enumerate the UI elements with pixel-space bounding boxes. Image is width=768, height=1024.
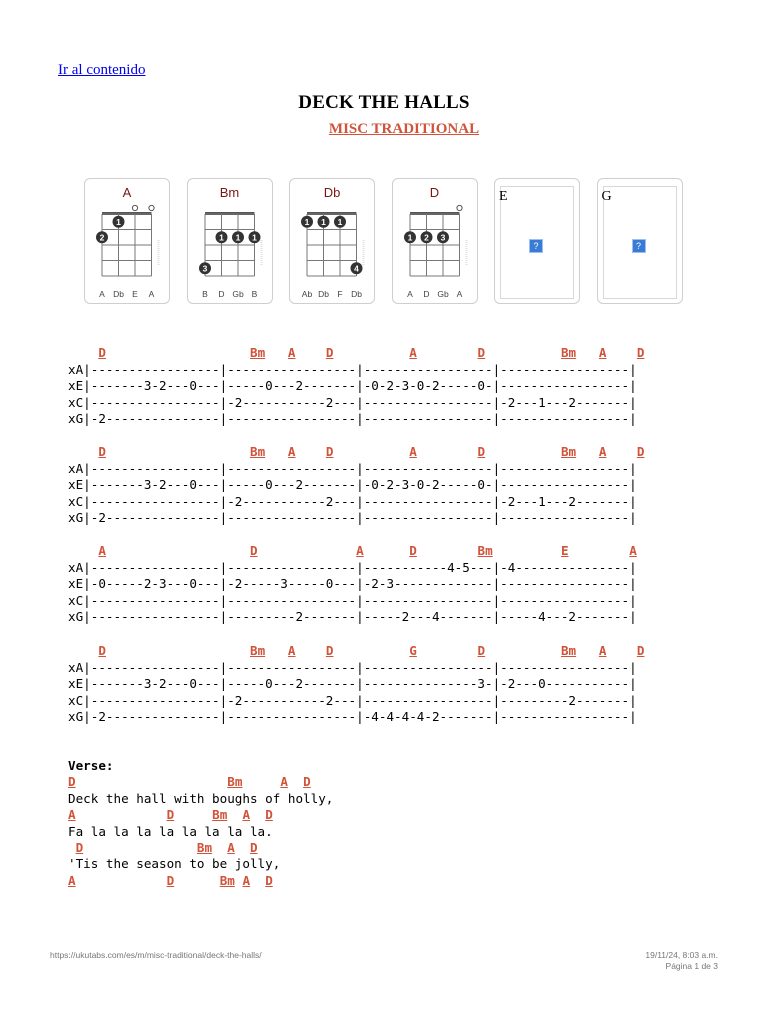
- chord-link[interactable]: Bm: [196, 840, 213, 856]
- chord-link[interactable]: Bm: [250, 444, 266, 459]
- lyric-line: Deck the hall with boughs of holly,: [68, 790, 334, 806]
- finger-number: 3: [440, 232, 445, 243]
- tab-string-line: xG|-2---------------|-----------------|-----------------|-----------------|: [68, 411, 637, 427]
- string-note: B: [251, 289, 257, 299]
- footer-url: https://ukutabs.com/es/m/misc-traditional/deck-the-halls/: [50, 950, 262, 960]
- chord-name: D: [429, 185, 440, 200]
- tab-string-line: xG|-2---------------|-----------------|-----------------|-----------------|: [68, 510, 637, 526]
- chord-link[interactable]: A: [280, 774, 288, 790]
- finger-number: 1: [235, 232, 240, 243]
- open-string-marker: [132, 205, 137, 210]
- chord-link[interactable]: Bm: [250, 345, 266, 360]
- finger-number: 1: [304, 216, 310, 227]
- string-note: Db: [351, 289, 362, 299]
- chord-link[interactable]: A: [598, 345, 607, 360]
- chord-link[interactable]: A: [356, 543, 364, 558]
- tab-string-line: xG|-----------------|---------2-------|-----2---4-------|-----4---2-------|: [68, 609, 637, 625]
- section-heading: Verse:: [68, 758, 114, 773]
- chord-line: [68, 643, 644, 660]
- chord-link[interactable]: A: [598, 444, 607, 459]
- string-note: A: [456, 289, 462, 299]
- song-title: DECK THE HALLS: [298, 92, 470, 113]
- tab-block: [68, 543, 637, 626]
- chord-link[interactable]: D: [166, 872, 175, 888]
- chord-link[interactable]: Bm: [560, 643, 577, 658]
- chord-link[interactable]: D: [325, 444, 334, 459]
- finger-number: 4: [354, 263, 359, 274]
- chord-link[interactable]: G: [409, 643, 417, 658]
- finger-number: 1: [321, 216, 326, 227]
- skip-to-content-link[interactable]: Ir al contenido: [58, 62, 146, 78]
- tab-string-line: xE|-------3-2---0---|-----0---2-------|---------------3-|-2---0-----------|: [68, 676, 637, 692]
- chord-link[interactable]: A: [598, 643, 607, 658]
- tab-string-line: xC|-----------------|-2-----------2---|-----------------|-2---1---2-------|: [68, 493, 637, 509]
- chord-link[interactable]: D: [98, 345, 106, 360]
- chord-link[interactable]: A: [629, 543, 637, 558]
- chord-link[interactable]: A: [287, 643, 296, 658]
- chord-link[interactable]: A: [287, 444, 296, 459]
- chord-link[interactable]: D: [325, 345, 334, 360]
- chord-link[interactable]: A: [68, 807, 76, 823]
- tab-string-line: xA|-----------------|-----------------|-----------------|-----------------|: [68, 361, 637, 377]
- chord-line: [68, 543, 637, 560]
- tab-string-line: xA|-----------------|-----------------|-----------4-5---|-4---------------|: [68, 559, 637, 575]
- finger-number: 1: [337, 216, 343, 227]
- chord-line: [68, 345, 644, 362]
- tab-string-line: xG|-2---------------|-----------------|-4-4-4-4-2-------|-----------------|: [68, 709, 637, 725]
- chord-link[interactable]: A: [98, 543, 106, 558]
- chord-link[interactable]: A: [242, 807, 251, 823]
- chord-link[interactable]: A: [287, 345, 296, 360]
- chord-link[interactable]: D: [98, 444, 106, 459]
- chord-card-a[interactable]: [84, 178, 170, 304]
- chord-link[interactable]: D: [477, 643, 486, 658]
- chord-link[interactable]: Bm: [227, 774, 243, 790]
- chord-link[interactable]: D: [166, 807, 175, 823]
- finger-number: 3: [202, 263, 207, 274]
- lyric-line: Fa la la la la la la la la.: [68, 823, 273, 839]
- tab-string-line: xE|-0-----2-3---0---|-2-----3-----0---|-2-3-------------|-----------------|: [68, 576, 637, 592]
- missing-image-icon: ?: [632, 239, 646, 253]
- chord-card-g[interactable]: [597, 178, 683, 304]
- tab-string-line: xE|-------3-2---0---|-----0---2-------|-0-2-3-0-2-----0-|-----------------|: [68, 378, 637, 394]
- chord-link[interactable]: A: [242, 872, 251, 888]
- finger-number: 2: [423, 232, 429, 243]
- chord-link[interactable]: D: [68, 774, 76, 790]
- chord-link[interactable]: D: [636, 345, 645, 360]
- chord-link[interactable]: A: [409, 444, 417, 459]
- chord-line: [68, 873, 333, 889]
- chord-diagram: [85, 179, 171, 305]
- chord-link[interactable]: Bm: [560, 345, 577, 360]
- chord-card-e[interactable]: [494, 178, 580, 304]
- tab-block: [68, 643, 644, 726]
- chord-line: [68, 774, 333, 790]
- finger-number: 1: [407, 232, 412, 243]
- chord-link[interactable]: A: [68, 872, 76, 888]
- tab-string-line: xA|-----------------|-----------------|-----------------|-----------------|: [68, 460, 637, 476]
- chord-link[interactable]: Bm: [219, 872, 235, 888]
- chord-link[interactable]: D: [250, 543, 258, 558]
- string-note: Db: [113, 289, 124, 299]
- finger-number: 2: [99, 232, 105, 243]
- chord-link[interactable]: E: [560, 543, 569, 558]
- tab-string-line: xC|-----------------|-2-----------2---|-----------------|-2---1---2-------|: [68, 394, 637, 410]
- chord-link[interactable]: D: [325, 643, 334, 658]
- chord-link[interactable]: D: [409, 543, 417, 558]
- chord-link[interactable]: D: [265, 872, 273, 888]
- tab-block: [68, 345, 644, 428]
- chord-diagram: [290, 179, 376, 305]
- chord-card-bm[interactable]: [187, 178, 273, 304]
- string-note: Gb: [436, 289, 449, 299]
- string-note: Db: [318, 289, 329, 299]
- chord-diagrams: [84, 178, 694, 306]
- artist-link[interactable]: MISC TRADITIONAL: [328, 121, 480, 137]
- finger-number: 1: [218, 232, 224, 243]
- chord-name: A: [122, 185, 132, 200]
- footer-datetime: 19/11/24, 8:03 a.m.: [645, 950, 718, 960]
- chord-link[interactable]: A: [227, 840, 235, 856]
- chord-diagram: [393, 179, 479, 305]
- tab-string-line: xE|-------3-2---0---|-----0---2-------|-0-2-3-0-2-----0-|-----------------|: [68, 477, 637, 493]
- open-string-marker: [456, 205, 461, 210]
- chord-link[interactable]: D: [636, 643, 645, 658]
- chord-name: E: [499, 189, 508, 204]
- string-note: B: [201, 289, 208, 299]
- chord-line: [68, 444, 644, 461]
- finger-number: 1: [251, 232, 257, 243]
- string-note: D: [422, 289, 430, 299]
- lyric-line: 'Tis the season to be jolly,: [68, 856, 281, 872]
- chord-name: G: [601, 189, 612, 204]
- missing-image-icon: ?: [529, 239, 543, 253]
- tab-string-line: xC|-----------------|-2-----------2---|-----------------|---------2-------|: [68, 692, 637, 708]
- string-note: A: [406, 289, 413, 299]
- finger-number: 1: [116, 216, 121, 227]
- chord-link[interactable]: D: [250, 840, 258, 856]
- tab-block: [68, 444, 644, 527]
- tab-string-line: xC|-----------------|-----------------|-----------------|-----------------|: [68, 592, 637, 608]
- chord-link[interactable]: D: [75, 840, 84, 856]
- chord-link[interactable]: A: [409, 345, 417, 360]
- open-string-marker: [149, 205, 154, 210]
- chord-card-db[interactable]: [289, 178, 375, 304]
- chord-link[interactable]: D: [477, 345, 486, 360]
- chord-link[interactable]: D: [303, 774, 311, 790]
- string-note: Gb: [231, 289, 244, 299]
- chord-name: Db: [323, 185, 341, 200]
- chord-link[interactable]: Bm: [560, 444, 577, 459]
- footer-page: Página 1 de 3: [665, 961, 718, 971]
- verse-section: [68, 758, 333, 889]
- chord-line: [68, 840, 333, 856]
- chord-link[interactable]: Bm: [250, 643, 266, 658]
- chord-line: [68, 807, 333, 823]
- string-note: A: [148, 289, 155, 299]
- string-note: Ab: [301, 289, 313, 299]
- string-note: F: [337, 289, 343, 299]
- footer-meta: [645, 950, 718, 972]
- chord-link[interactable]: Bm: [477, 543, 493, 558]
- string-note: E: [132, 289, 138, 299]
- chord-name: Bm: [219, 185, 240, 200]
- string-note: D: [217, 289, 225, 299]
- chord-link[interactable]: D: [265, 807, 273, 823]
- chord-diagram: [188, 179, 274, 305]
- chord-card-d[interactable]: [392, 178, 478, 304]
- chord-link[interactable]: D: [636, 444, 645, 459]
- string-note: A: [99, 289, 105, 299]
- chord-link[interactable]: D: [477, 444, 486, 459]
- chord-link[interactable]: D: [98, 643, 106, 658]
- chord-link[interactable]: Bm: [212, 807, 228, 823]
- tab-string-line: xA|-----------------|-----------------|-----------------|-----------------|: [68, 659, 637, 675]
